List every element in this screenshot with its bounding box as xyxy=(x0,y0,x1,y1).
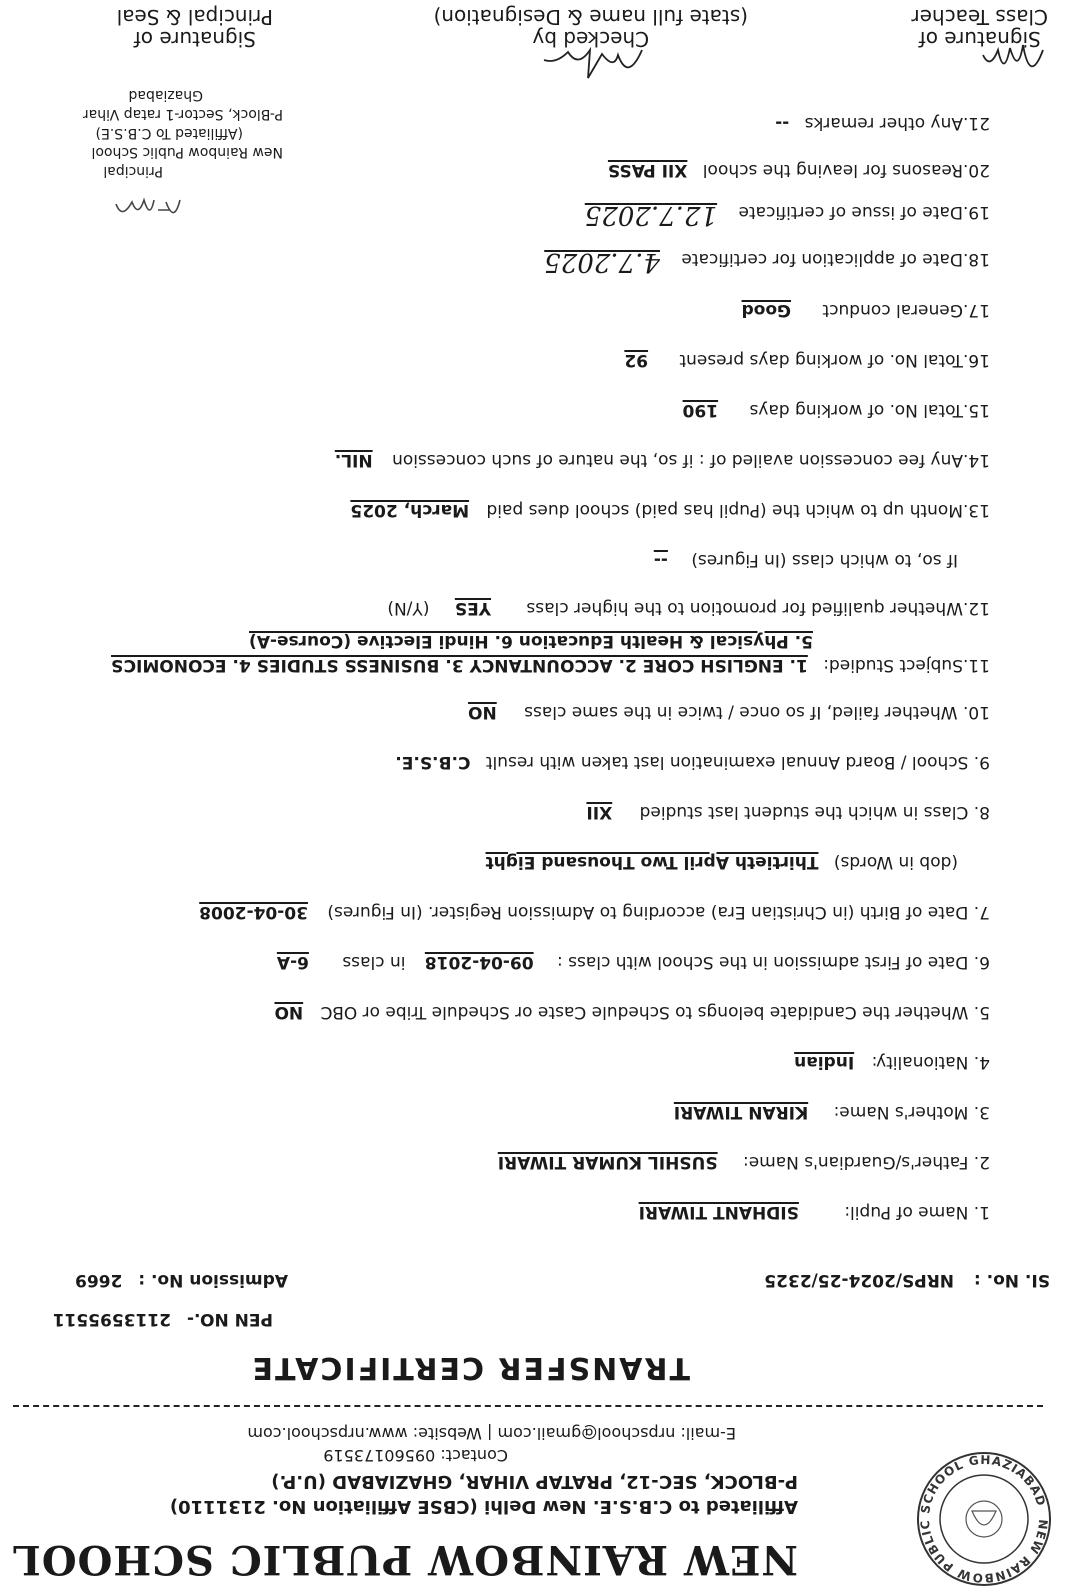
school-email-website: E-mail: nrpschool@gmail.com | Website: www.nrpschool.com xyxy=(247,1424,736,1443)
field-value: 92 xyxy=(624,350,649,370)
teacher-signature-label xyxy=(911,6,1048,50)
field-value: Thirtieth April Two Thousand Eight xyxy=(485,852,819,872)
field-value: March, 2025 xyxy=(350,500,470,520)
field-promotion-class xyxy=(654,550,958,570)
school-seal-icon xyxy=(914,1449,1054,1589)
field-value-handwritten: 12.7.2025 xyxy=(584,200,718,230)
stamp-line: (Affiliated To C.B.S.E) xyxy=(95,125,243,141)
serial-number xyxy=(764,1270,1050,1290)
caption-line: Checked by xyxy=(532,27,650,51)
field-label: 4. Nationality: xyxy=(871,1052,990,1072)
field-label: 18.Date of application for certificate xyxy=(681,249,990,269)
header-divider xyxy=(13,1405,1043,1407)
field-label: 15.Total No. of working days xyxy=(749,400,990,420)
field-value: Good xyxy=(741,300,792,320)
field-father-name xyxy=(498,1152,990,1172)
field-value: XII xyxy=(586,802,613,822)
field-value: 30-04-2008 xyxy=(199,902,308,922)
field-value: YES xyxy=(454,598,492,618)
field-caste-category xyxy=(274,1002,990,1022)
field-label: 19.Date of issue of certificate xyxy=(738,202,990,222)
field-mother-name xyxy=(674,1102,990,1122)
admission-label: Admission No. : xyxy=(138,1270,288,1290)
field-nationality xyxy=(794,1052,990,1072)
field-leaving-reason xyxy=(608,160,990,180)
field-label: 2. Father's/Guardian's Name: xyxy=(743,1152,990,1172)
field-value: KIRAN TIWARI xyxy=(673,1102,809,1122)
field-value: 6-A xyxy=(276,952,309,972)
field-failed xyxy=(468,702,990,722)
field-value: SIDHANT TIWARI xyxy=(638,1202,799,1222)
field-first-admission xyxy=(277,952,990,972)
admission-number xyxy=(75,1270,288,1290)
field-general-conduct xyxy=(742,300,990,320)
field-value: NO xyxy=(468,702,497,722)
field-value: NIL. xyxy=(334,450,373,470)
field-value: 190 xyxy=(682,400,719,420)
field-label: 16.Total No. of working days present xyxy=(679,350,990,370)
field-last-class xyxy=(586,802,990,822)
field-label: 14.Any fee concession availed of : if so, the nature of such concession xyxy=(392,450,990,470)
field-label: 9. School / Board Annual examination last taken with result xyxy=(485,752,990,772)
caption-line: Principal & Seal xyxy=(116,5,273,29)
caption-line: (state full name & Designation) xyxy=(433,5,748,29)
seal-text: NEW RAINBOW PUBLIC SCHOOL GHAZIABAD xyxy=(917,1452,1051,1586)
pen-number xyxy=(53,1309,273,1329)
school-address: P-BLOCK, SEC-12, PRATAP VIHAR, GHAZIABAD (U.P.) xyxy=(271,1471,798,1492)
principal-signature-label xyxy=(117,6,273,50)
field-label: 12.Whether qualified for promotion to the higher class xyxy=(526,598,990,618)
field-value: 1. ENGLISH CORE 2. ACCOUNTANCY 3. BUSINESS STUDIES 4. ECONOMICS xyxy=(111,655,808,675)
field-last-exam xyxy=(395,752,990,772)
checked-by-label xyxy=(434,6,748,50)
field-value: XII PASS xyxy=(607,160,688,180)
field-label: 3. Mother's Name: xyxy=(833,1102,990,1122)
caption-line: Signature of xyxy=(133,27,256,51)
field-label: 21.Any other remarks xyxy=(804,113,990,133)
field-label: 17.General conduct xyxy=(822,300,990,320)
field-value-handwritten: 4.7.2025 xyxy=(544,247,660,277)
field-value: -- xyxy=(653,550,668,570)
field-value: 09-04-2018 xyxy=(424,952,534,972)
field-days-present xyxy=(624,350,990,370)
serial-value: NRPS/2024-25/2325 xyxy=(764,1270,955,1290)
field-value: Indian xyxy=(794,1052,855,1072)
field-label: 1. Name of Pupil: xyxy=(844,1202,990,1222)
field-value: 5. Physical & Health Education 6. Hindi Elective (Course-A) xyxy=(249,631,813,651)
field-name-of-pupil xyxy=(639,1202,990,1222)
school-name: NEW RAINBOW PUBLIC SCHOOL xyxy=(11,1536,798,1583)
field-date-of-birth xyxy=(199,902,990,922)
stamp-line: Principal xyxy=(103,163,163,179)
stamp-line: P-Block, Sector-1 ratap Vihar xyxy=(82,106,283,122)
field-fee-concession xyxy=(335,450,990,470)
stamp-line: Ghaziabad xyxy=(128,87,203,103)
caption-line: Class Teacher xyxy=(911,5,1048,29)
stamp-line: New Rainbow Public School xyxy=(91,144,283,160)
pen-value: 2113595511 xyxy=(52,1309,172,1329)
field-label: 20.Reasons for leaving the school xyxy=(702,160,990,180)
field-subjects-line2 xyxy=(249,631,813,651)
principal-initials-icon xyxy=(108,190,188,230)
school-affiliation: Affiliated to C.B.S.E. New Delhi (CBSE Affiliation No. 2131110) xyxy=(169,1496,798,1517)
field-value: -- xyxy=(775,113,790,133)
admission-value: 2669 xyxy=(75,1270,123,1290)
pen-label: PEN NO.- xyxy=(186,1309,273,1329)
field-label: 8. Class in which the student last studied xyxy=(639,802,990,822)
field-label: 6. Date of First admission in the School with class : xyxy=(557,952,990,972)
field-label: 7. Date of Birth (in Christian Era) according to Admission Register. (In Figures) xyxy=(327,902,990,922)
serial-label: SI. No. : xyxy=(973,1270,1050,1290)
field-label: 10. Whether failed, If so once / twice in the same class xyxy=(524,702,990,722)
field-label: (Y/N) xyxy=(387,598,430,618)
field-label: 5. Whether the Candidate belongs to Schedule Caste or Schedule Tribe or OBC xyxy=(320,1002,990,1022)
field-dob-words xyxy=(486,852,958,872)
field-subjects xyxy=(111,655,990,675)
certificate-title: TRANSFER CERTIFICATE xyxy=(250,1350,690,1385)
school-contact: Contact: 09560173519 xyxy=(323,1446,508,1465)
field-issue-date xyxy=(585,200,990,230)
principal-stamp xyxy=(83,85,283,180)
field-value: SUSHIL KUMAR TIWARI xyxy=(497,1152,718,1172)
field-label: (dob in Words) xyxy=(833,852,958,872)
field-other-remarks xyxy=(775,113,990,133)
field-value: C.B.S.E. xyxy=(395,752,471,772)
field-label: in class xyxy=(342,952,406,972)
field-label: If so, to which class (In Figures) xyxy=(691,550,958,570)
field-working-days xyxy=(683,400,990,420)
field-label: 11.Subject Studied: xyxy=(823,655,990,675)
field-application-date xyxy=(544,247,990,277)
caption-line: Signature of xyxy=(918,27,1041,51)
field-value: NO xyxy=(274,1002,304,1022)
field-promotion xyxy=(387,598,990,618)
field-dues-paid xyxy=(350,500,990,520)
field-label: 13.Month up to which the (Pupil has paid) school dues paid xyxy=(486,500,990,520)
